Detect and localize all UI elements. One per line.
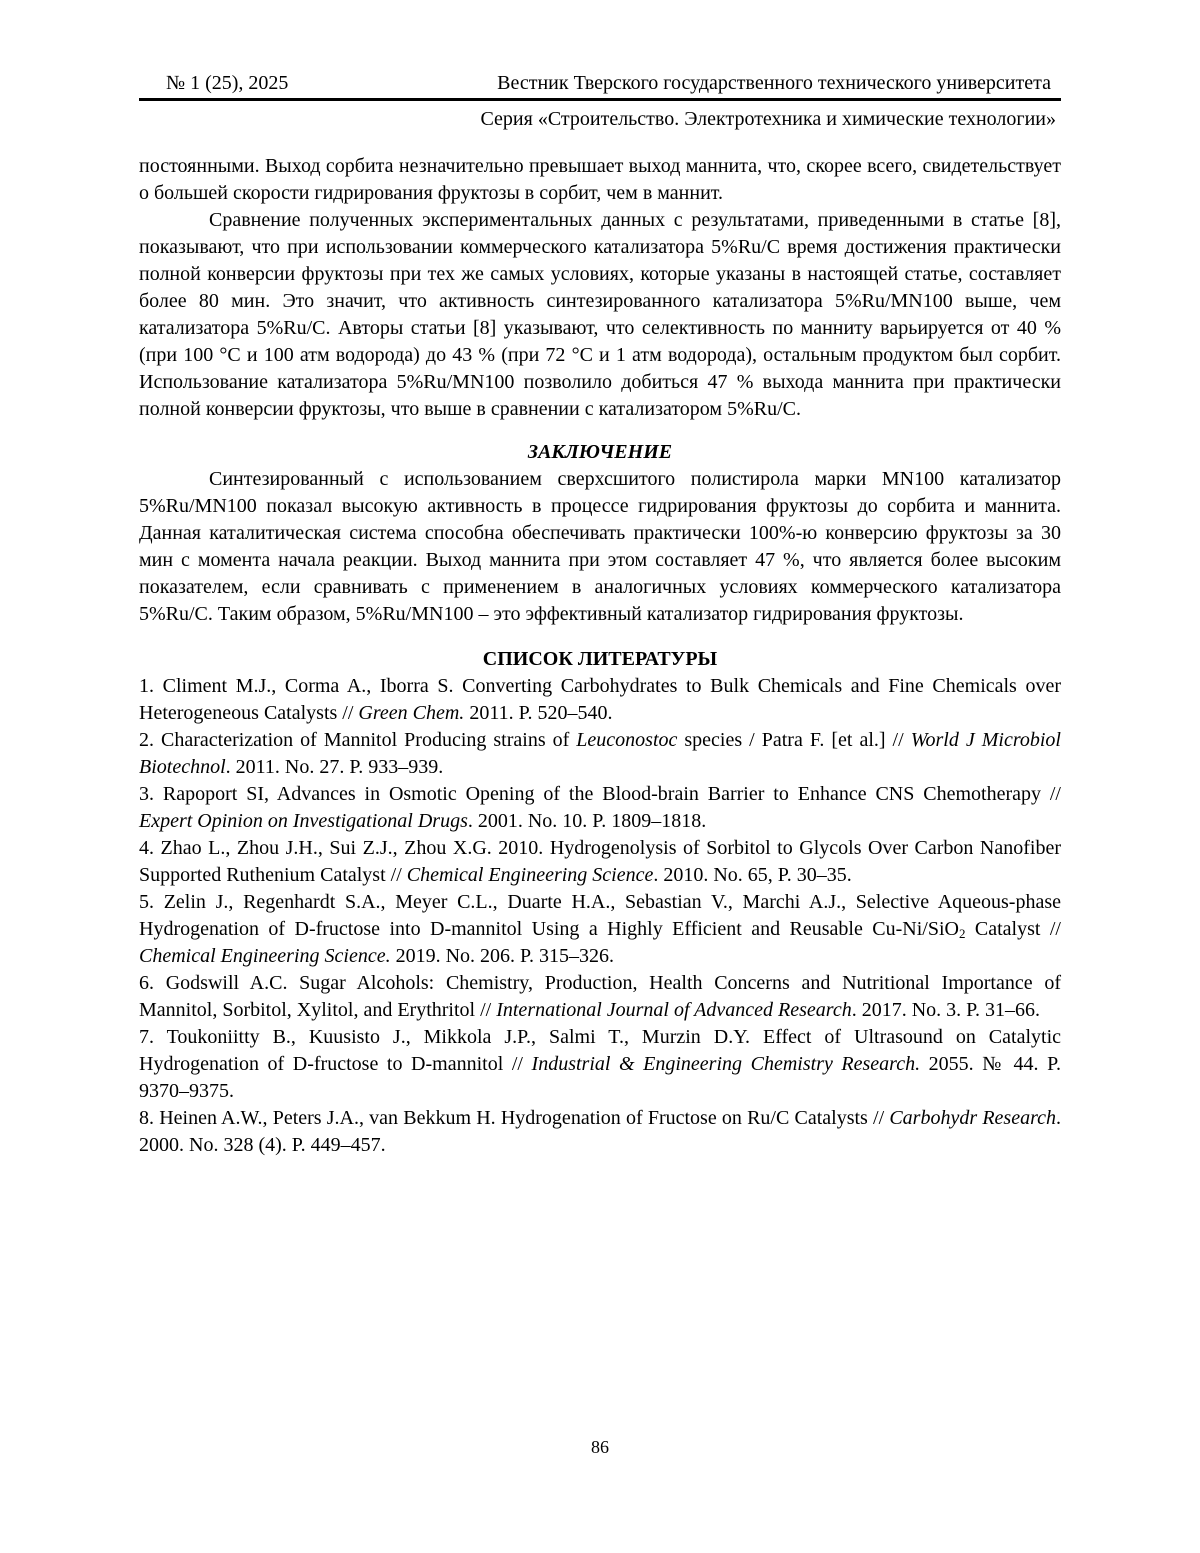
paragraph-2: Сравнение полученных экспериментальных данных с результатами, приведенными в статье [8], показывают, что при использовании коммерческого катализатора 5%Ru/C время достижения практически полной конверсии фруктозы при тех же самых условиях, которые указаны в настоящей статье, составляет более 80 мин. Это значит, что активность синтезированного катализатора 5%Ru/MN100 выше, чем катализатора 5%Ru/C. Авторы статьи [8] указывают, что селективность по манниту варьируется от 40 % (при 100 °С и 100 атм водорода) до 43 % (при 72 °С и 1 атм водорода), остальным продуктом был сорбит. Использование катализатора 5%Ru/MN100 позволило добиться 47 % выхода маннита при практически полной конверсии фруктозы, что выше в сравнении с катализатором 5%Ru/C. — [139, 209, 1061, 420]
header-rule — [139, 98, 1061, 101]
running-header — [139, 70, 1061, 96]
paragraph-1: постоянными. Выход сорбита незначительно превышает выход маннита, что, скорее всего, свидетельствует о большей скорости гидрирования фруктозы в сорбит, чем в маннит. — [139, 155, 1061, 204]
article-body — [139, 153, 1061, 1159]
issue-number: № 1 (25), 2025 — [166, 72, 289, 94]
reference-5: 5. Zelin J., Regenhardt S.A., Meyer C.L., Duarte H.A., Sebastian V., Marchi A.J., Selective Aqueous-phase Hydrogenation of D-fructose into D-mannitol Using a Highly Efficient and Reusable Cu-Ni/SiO$_2$ Catalyst // Chemical Engineering Science. 2019. No. 206. P. 315–326. — [139, 891, 1061, 967]
reference-8: 8. Heinen A.W., Peters J.A., van Bekkum H. Hydrogenation of Fructose on Ru/C Catalysts // Carbohydr Research. 2000. No. 328 (4). P. 449–457. — [139, 1107, 1061, 1156]
series-title: Серия «Строительство. Электротехника и химические технологии» — [480, 108, 1056, 130]
reference-1: 1. Climent M.J., Corma A., Iborra S. Converting Carbohydrates to Bulk Chemicals and Fine Chemicals over Heterogeneous Catalysts // Green Chem. 2011. P. 520–540. — [139, 675, 1061, 724]
page — [139, 70, 1061, 1159]
journal-title: Вестник Тверского государственного технического университета — [497, 72, 1051, 94]
reference-3: 3. Rapoport SI, Advances in Osmotic Opening of the Blood-brain Barrier to Enhance CNS Chemotherapy // Expert Opinion on Investigational Drugs. 2001. No. 10. P. 1809–1818. — [139, 783, 1061, 832]
reference-2: 2. Characterization of Mannitol Producing strains of Leuconostoc species / Patra F. [et al.] // World J Microbiol Biotechnol. 2011. No. 27. P. 933–939. — [139, 729, 1061, 778]
reference-4: 4. Zhao L., Zhou J.H., Sui Z.J., Zhou X.G. 2010. Hydrogenolysis of Sorbitol to Glycols Over Carbon Nanofiber Supported Ruthenium Catalyst // Chemical Engineering Science. 2010. No. 65, P. 30–35. — [139, 837, 1061, 886]
reference-6: 6. Godswill A.C. Sugar Alcohols: Chemistry, Production, Health Concerns and Nutritional Importance of Mannitol, Sorbitol, Xylitol, and Erythritol // International Journal of Advanced Research. 2017. No. 3. P. 31–66. — [139, 972, 1061, 1021]
conclusion-heading: ЗАКЛЮЧЕНИЕ — [527, 441, 673, 463]
conclusion-text: Синтезированный с использованием сверхсшитого полистирола марки MN100 катализатор 5%Ru/MN100 показал высокую активность в процессе гидрирования фруктозы до сорбита и маннита. Данная каталитическая система способна обеспечивать практически 100%-ю конверсию фруктозы за 30 мин с момента начала реакции. Выход маннита при этом составляет 47 %, что является более высоким показателем, если сравнивать с применением в аналогичных условиях коммерческого катализатора 5%Ru/C. Таким образом, 5%Ru/MN100 – это эффективный катализатор гидрирования фруктозы. — [139, 468, 1061, 625]
reference-7: 7. Toukoniitty B., Kuusisto J., Mikkola J.P., Salmi T., Murzin D.Y. Effect of Ultrasound on Catalytic Hydrogenation of D-fructose to D-mannitol // Industrial & Engineering Chemistry Research. 2055. № 44. P. 9370–9375. — [139, 1026, 1061, 1102]
references-heading: СПИСОК ЛИТЕРАТУРЫ — [482, 648, 718, 670]
page-number: 86 — [591, 1437, 609, 1457]
